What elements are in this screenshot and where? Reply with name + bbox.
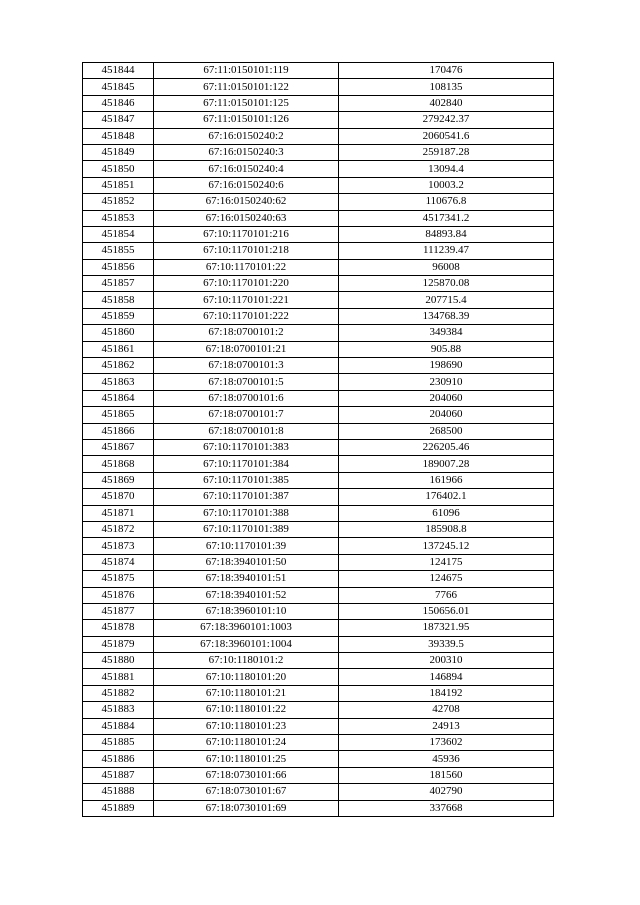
row-number-cell: 451876 <box>83 587 154 603</box>
row-number-cell: 451875 <box>83 571 154 587</box>
row-number-cell: 451863 <box>83 374 154 390</box>
value-cell: 181560 <box>339 767 554 783</box>
row-number-cell: 451886 <box>83 751 154 767</box>
value-cell: 10003.2 <box>339 177 554 193</box>
value-cell: 96008 <box>339 259 554 275</box>
row-number-cell: 451888 <box>83 784 154 800</box>
value-cell: 137245.12 <box>339 538 554 554</box>
table-row <box>83 407 554 423</box>
value-cell: 173602 <box>339 735 554 751</box>
value-cell: 349384 <box>339 325 554 341</box>
table-row <box>83 554 554 570</box>
row-number-cell: 451880 <box>83 653 154 669</box>
value-cell: 161966 <box>339 472 554 488</box>
table-row <box>83 571 554 587</box>
table-row <box>83 653 554 669</box>
row-number-cell: 451866 <box>83 423 154 439</box>
table-row <box>83 341 554 357</box>
value-cell: 108135 <box>339 79 554 95</box>
table-row <box>83 128 554 144</box>
cadastral-number-cell: 67:10:1180101:21 <box>154 685 339 701</box>
value-cell: 200310 <box>339 653 554 669</box>
table-row <box>83 243 554 259</box>
row-number-cell: 451861 <box>83 341 154 357</box>
cadastral-number-cell: 67:18:0700101:2 <box>154 325 339 341</box>
row-number-cell: 451869 <box>83 472 154 488</box>
table-row <box>83 603 554 619</box>
cadastral-number-cell: 67:18:3940101:51 <box>154 571 339 587</box>
value-cell: 4517341.2 <box>339 210 554 226</box>
table-row <box>83 374 554 390</box>
table-row <box>83 489 554 505</box>
row-number-cell: 451865 <box>83 407 154 423</box>
value-cell: 905.88 <box>339 341 554 357</box>
table-row <box>83 735 554 751</box>
cadastral-number-cell: 67:16:0150240:6 <box>154 177 339 193</box>
value-cell: 184192 <box>339 685 554 701</box>
table-row <box>83 95 554 111</box>
table-row <box>83 505 554 521</box>
value-cell: 110676.8 <box>339 194 554 210</box>
table-row <box>83 800 554 816</box>
table-row <box>83 112 554 128</box>
cadastral-number-cell: 67:10:1170101:383 <box>154 439 339 455</box>
row-number-cell: 451874 <box>83 554 154 570</box>
row-number-cell: 451851 <box>83 177 154 193</box>
row-number-cell: 451848 <box>83 128 154 144</box>
row-number-cell: 451871 <box>83 505 154 521</box>
data-table <box>82 62 554 817</box>
cadastral-number-cell: 67:10:1170101:384 <box>154 456 339 472</box>
table-row <box>83 718 554 734</box>
table-row <box>83 472 554 488</box>
row-number-cell: 451859 <box>83 308 154 324</box>
cadastral-number-cell: 67:11:0150101:125 <box>154 95 339 111</box>
cadastral-number-cell: 67:10:1170101:388 <box>154 505 339 521</box>
row-number-cell: 451885 <box>83 735 154 751</box>
value-cell: 226205.46 <box>339 439 554 455</box>
value-cell: 189007.28 <box>339 456 554 472</box>
row-number-cell: 451858 <box>83 292 154 308</box>
table-row <box>83 767 554 783</box>
cadastral-number-cell: 67:18:0730101:66 <box>154 767 339 783</box>
row-number-cell: 451853 <box>83 210 154 226</box>
value-cell: 134768.39 <box>339 308 554 324</box>
value-cell: 61096 <box>339 505 554 521</box>
cadastral-number-cell: 67:10:1170101:220 <box>154 276 339 292</box>
row-number-cell: 451868 <box>83 456 154 472</box>
cadastral-number-cell: 67:18:0700101:21 <box>154 341 339 357</box>
value-cell: 402840 <box>339 95 554 111</box>
row-number-cell: 451872 <box>83 521 154 537</box>
cadastral-number-cell: 67:18:3940101:50 <box>154 554 339 570</box>
cadastral-number-cell: 67:18:0700101:7 <box>154 407 339 423</box>
row-number-cell: 451846 <box>83 95 154 111</box>
value-cell: 207715.4 <box>339 292 554 308</box>
table-row <box>83 521 554 537</box>
table-row <box>83 210 554 226</box>
value-cell: 402790 <box>339 784 554 800</box>
cadastral-number-cell: 67:16:0150240:2 <box>154 128 339 144</box>
table-row <box>83 308 554 324</box>
value-cell: 146894 <box>339 669 554 685</box>
cadastral-number-cell: 67:10:1180101:20 <box>154 669 339 685</box>
table-row <box>83 669 554 685</box>
cadastral-number-cell: 67:18:3960101:10 <box>154 603 339 619</box>
table-row <box>83 325 554 341</box>
value-cell: 150656.01 <box>339 603 554 619</box>
row-number-cell: 451873 <box>83 538 154 554</box>
value-cell: 170476 <box>339 63 554 79</box>
value-cell: 39339.5 <box>339 636 554 652</box>
table-row <box>83 636 554 652</box>
cadastral-number-cell: 67:16:0150240:4 <box>154 161 339 177</box>
cadastral-number-cell: 67:10:1180101:25 <box>154 751 339 767</box>
value-cell: 7766 <box>339 587 554 603</box>
table-row <box>83 358 554 374</box>
row-number-cell: 451844 <box>83 63 154 79</box>
table-row <box>83 194 554 210</box>
value-cell: 111239.47 <box>339 243 554 259</box>
row-number-cell: 451855 <box>83 243 154 259</box>
row-number-cell: 451867 <box>83 439 154 455</box>
value-cell: 45936 <box>339 751 554 767</box>
value-cell: 204060 <box>339 390 554 406</box>
cadastral-number-cell: 67:18:0700101:5 <box>154 374 339 390</box>
table-row <box>83 456 554 472</box>
cadastral-number-cell: 67:10:1180101:24 <box>154 735 339 751</box>
row-number-cell: 451877 <box>83 603 154 619</box>
cadastral-number-cell: 67:10:1170101:389 <box>154 521 339 537</box>
value-cell: 84893.84 <box>339 226 554 242</box>
row-number-cell: 451884 <box>83 718 154 734</box>
row-number-cell: 451856 <box>83 259 154 275</box>
row-number-cell: 451860 <box>83 325 154 341</box>
value-cell: 187321.95 <box>339 620 554 636</box>
row-number-cell: 451862 <box>83 358 154 374</box>
cadastral-number-cell: 67:11:0150101:126 <box>154 112 339 128</box>
table-row <box>83 784 554 800</box>
cadastral-number-cell: 67:18:0700101:3 <box>154 358 339 374</box>
value-cell: 230910 <box>339 374 554 390</box>
cadastral-number-cell: 67:10:1180101:22 <box>154 702 339 718</box>
table-row <box>83 702 554 718</box>
table-row <box>83 161 554 177</box>
cadastral-number-cell: 67:18:3940101:52 <box>154 587 339 603</box>
row-number-cell: 451850 <box>83 161 154 177</box>
table-row <box>83 390 554 406</box>
table-row <box>83 538 554 554</box>
cadastral-number-cell: 67:16:0150240:3 <box>154 144 339 160</box>
value-cell: 337668 <box>339 800 554 816</box>
cadastral-number-cell: 67:18:0700101:6 <box>154 390 339 406</box>
table-row <box>83 620 554 636</box>
cadastral-number-cell: 67:10:1170101:222 <box>154 308 339 324</box>
value-cell: 268500 <box>339 423 554 439</box>
row-number-cell: 451845 <box>83 79 154 95</box>
row-number-cell: 451883 <box>83 702 154 718</box>
cadastral-number-cell: 67:18:0700101:8 <box>154 423 339 439</box>
table-row <box>83 259 554 275</box>
row-number-cell: 451878 <box>83 620 154 636</box>
cadastral-number-cell: 67:10:1170101:39 <box>154 538 339 554</box>
table-row <box>83 751 554 767</box>
cadastral-number-cell: 67:10:1170101:385 <box>154 472 339 488</box>
table-row <box>83 685 554 701</box>
row-number-cell: 451889 <box>83 800 154 816</box>
cadastral-number-cell: 67:18:0730101:69 <box>154 800 339 816</box>
table-row <box>83 423 554 439</box>
table-row <box>83 292 554 308</box>
row-number-cell: 451852 <box>83 194 154 210</box>
table-row <box>83 144 554 160</box>
cadastral-number-cell: 67:18:3960101:1003 <box>154 620 339 636</box>
row-number-cell: 451854 <box>83 226 154 242</box>
value-cell: 204060 <box>339 407 554 423</box>
cadastral-number-cell: 67:16:0150240:63 <box>154 210 339 226</box>
value-cell: 125870.08 <box>339 276 554 292</box>
row-number-cell: 451870 <box>83 489 154 505</box>
row-number-cell: 451857 <box>83 276 154 292</box>
value-cell: 42708 <box>339 702 554 718</box>
value-cell: 124675 <box>339 571 554 587</box>
value-cell: 13094.4 <box>339 161 554 177</box>
row-number-cell: 451879 <box>83 636 154 652</box>
table-row <box>83 79 554 95</box>
row-number-cell: 451849 <box>83 144 154 160</box>
table-row <box>83 226 554 242</box>
cadastral-number-cell: 67:10:1180101:2 <box>154 653 339 669</box>
value-cell: 24913 <box>339 718 554 734</box>
cadastral-number-cell: 67:10:1170101:216 <box>154 226 339 242</box>
value-cell: 2060541.6 <box>339 128 554 144</box>
value-cell: 124175 <box>339 554 554 570</box>
table-row <box>83 276 554 292</box>
cadastral-number-cell: 67:11:0150101:122 <box>154 79 339 95</box>
table-row <box>83 439 554 455</box>
table-body <box>83 63 554 817</box>
row-number-cell: 451881 <box>83 669 154 685</box>
cadastral-number-cell: 67:10:1170101:22 <box>154 259 339 275</box>
cadastral-number-cell: 67:11:0150101:119 <box>154 63 339 79</box>
table-row <box>83 63 554 79</box>
value-cell: 198690 <box>339 358 554 374</box>
table-row <box>83 177 554 193</box>
value-cell: 176402.1 <box>339 489 554 505</box>
cadastral-number-cell: 67:10:1170101:387 <box>154 489 339 505</box>
cadastral-number-cell: 67:18:3960101:1004 <box>154 636 339 652</box>
row-number-cell: 451864 <box>83 390 154 406</box>
cadastral-number-cell: 67:10:1180101:23 <box>154 718 339 734</box>
row-number-cell: 451882 <box>83 685 154 701</box>
cadastral-number-cell: 67:18:0730101:67 <box>154 784 339 800</box>
row-number-cell: 451887 <box>83 767 154 783</box>
cadastral-number-cell: 67:10:1170101:218 <box>154 243 339 259</box>
cadastral-number-cell: 67:16:0150240:62 <box>154 194 339 210</box>
value-cell: 185908.8 <box>339 521 554 537</box>
row-number-cell: 451847 <box>83 112 154 128</box>
value-cell: 279242.37 <box>339 112 554 128</box>
table-row <box>83 587 554 603</box>
cadastral-number-cell: 67:10:1170101:221 <box>154 292 339 308</box>
value-cell: 259187.28 <box>339 144 554 160</box>
